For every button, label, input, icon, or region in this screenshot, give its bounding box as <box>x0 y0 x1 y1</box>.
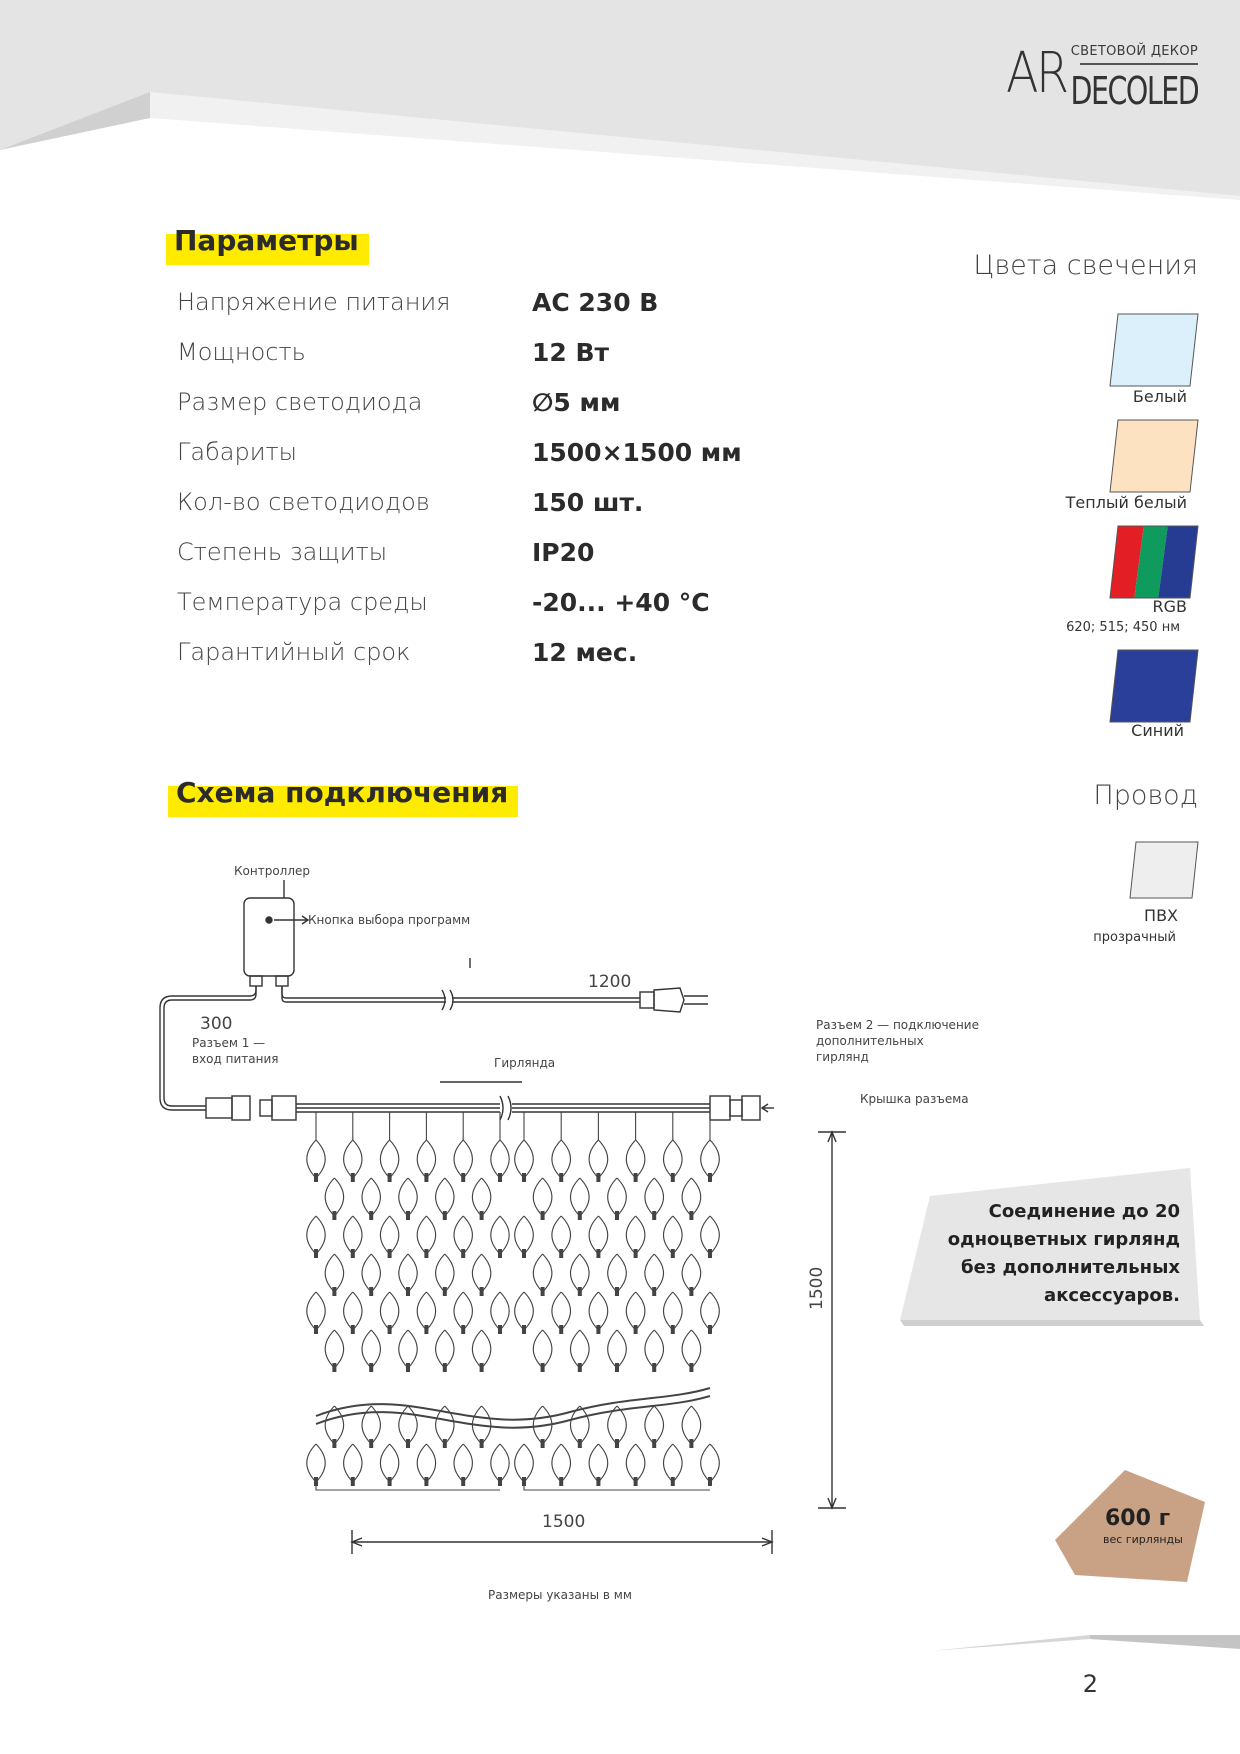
connector2-label-line3: гирлянд <box>816 1050 869 1064</box>
weight-value: 600 г <box>1105 1506 1171 1531</box>
swatch-blue <box>1108 648 1200 724</box>
wire-sub: прозрачный <box>1093 930 1176 945</box>
param-row <box>177 538 797 588</box>
connector-2 <box>742 1096 760 1120</box>
param-row <box>177 488 797 538</box>
callout-text: Соединение до 20 одноцветных гирлянд без дополнительных аксессуаров. <box>947 1201 1180 1306</box>
swatch-rgb <box>1108 524 1200 600</box>
wire-title: Провод <box>1093 780 1198 811</box>
param-value: ∅5 мм <box>532 388 621 417</box>
param-row <box>177 638 797 688</box>
wire-label: ПВХ <box>1144 906 1178 925</box>
param-label: Гарантийный срок <box>177 638 411 666</box>
scheme-title: Схема подключения <box>168 774 518 813</box>
swatch-warm-white <box>1108 418 1200 494</box>
param-value: AC 230 В <box>532 288 659 317</box>
param-row <box>177 438 797 488</box>
connector1-label-line2: вход питания <box>192 1052 279 1066</box>
swatch-rgb-label: RGB <box>1152 597 1187 616</box>
param-row <box>177 588 797 638</box>
weight-label: вес гирлянды <box>1103 1533 1183 1546</box>
param-row <box>177 288 797 338</box>
param-label: Температура среды <box>177 588 428 616</box>
button-label: Кнопка выбора программ <box>308 913 471 927</box>
brand-name: DECOLED <box>1070 69 1198 113</box>
swatch-white-label: Белый <box>1132 387 1187 406</box>
brand-tagline: СВЕТОВОЙ ДЕКОР <box>1070 44 1198 59</box>
connector-1 <box>232 1096 250 1120</box>
page-number: 2 <box>1082 1670 1098 1698</box>
swatch-white <box>1108 312 1200 388</box>
connector2-label-line1: Разъем 2 — подключение <box>816 1018 979 1032</box>
plug <box>640 992 654 1008</box>
lead-length: 300 <box>200 1014 233 1034</box>
param-label: Мощность <box>177 338 306 366</box>
weight-badge <box>1055 1470 1205 1585</box>
cap-label: Крышка разъема <box>860 1092 969 1106</box>
swatch-blue-label: Синий <box>1131 721 1184 740</box>
swatch-rgb-wavelengths: 620; 515; 450 нм <box>1066 620 1180 635</box>
brand-logo <box>998 40 1198 120</box>
param-label: Напряжение питания <box>177 288 451 316</box>
param-label: Габариты <box>177 438 298 466</box>
param-label: Степень защиты <box>177 538 388 566</box>
logo-divider <box>1080 63 1198 65</box>
param-value: IP20 <box>532 538 595 567</box>
connector2-label-line2: дополнительных <box>816 1034 924 1048</box>
units-note: Размеры указаны в мм <box>488 1588 632 1602</box>
param-row <box>177 338 797 388</box>
param-label: Кол-во светодиодов <box>177 488 430 516</box>
param-value: -20... +40 °С <box>532 588 710 617</box>
footer-band <box>930 1635 1240 1675</box>
glow-colors-title: Цвета свечения <box>973 250 1198 281</box>
width-dimension: 1500 <box>542 1512 586 1532</box>
param-value: 1500×1500 мм <box>532 438 742 467</box>
controller-box <box>244 898 294 976</box>
controller-label: Контроллер <box>234 864 310 878</box>
connector1-label-line1: Разъем 1 — <box>192 1036 266 1050</box>
param-label: Размер светодиода <box>177 388 423 416</box>
params-title: Параметры <box>166 222 369 261</box>
param-value: 12 мес. <box>532 638 638 667</box>
brand-mark: AR <box>1006 41 1067 106</box>
callout-box <box>900 1168 1210 1326</box>
param-row <box>177 388 797 438</box>
height-dimension: 1500 <box>807 1266 827 1310</box>
swatch-wire <box>1128 840 1200 900</box>
cord-length: 1200 <box>588 972 632 992</box>
param-value: 12 Вт <box>532 338 610 367</box>
swatch-warm-white-label: Теплый белый <box>1065 493 1187 512</box>
header-band <box>0 0 1240 240</box>
connection-diagram <box>150 840 990 1630</box>
controller-button-icon <box>266 917 272 923</box>
garland-label: Гирлянда <box>494 1056 556 1070</box>
param-value: 150 шт. <box>532 488 644 517</box>
